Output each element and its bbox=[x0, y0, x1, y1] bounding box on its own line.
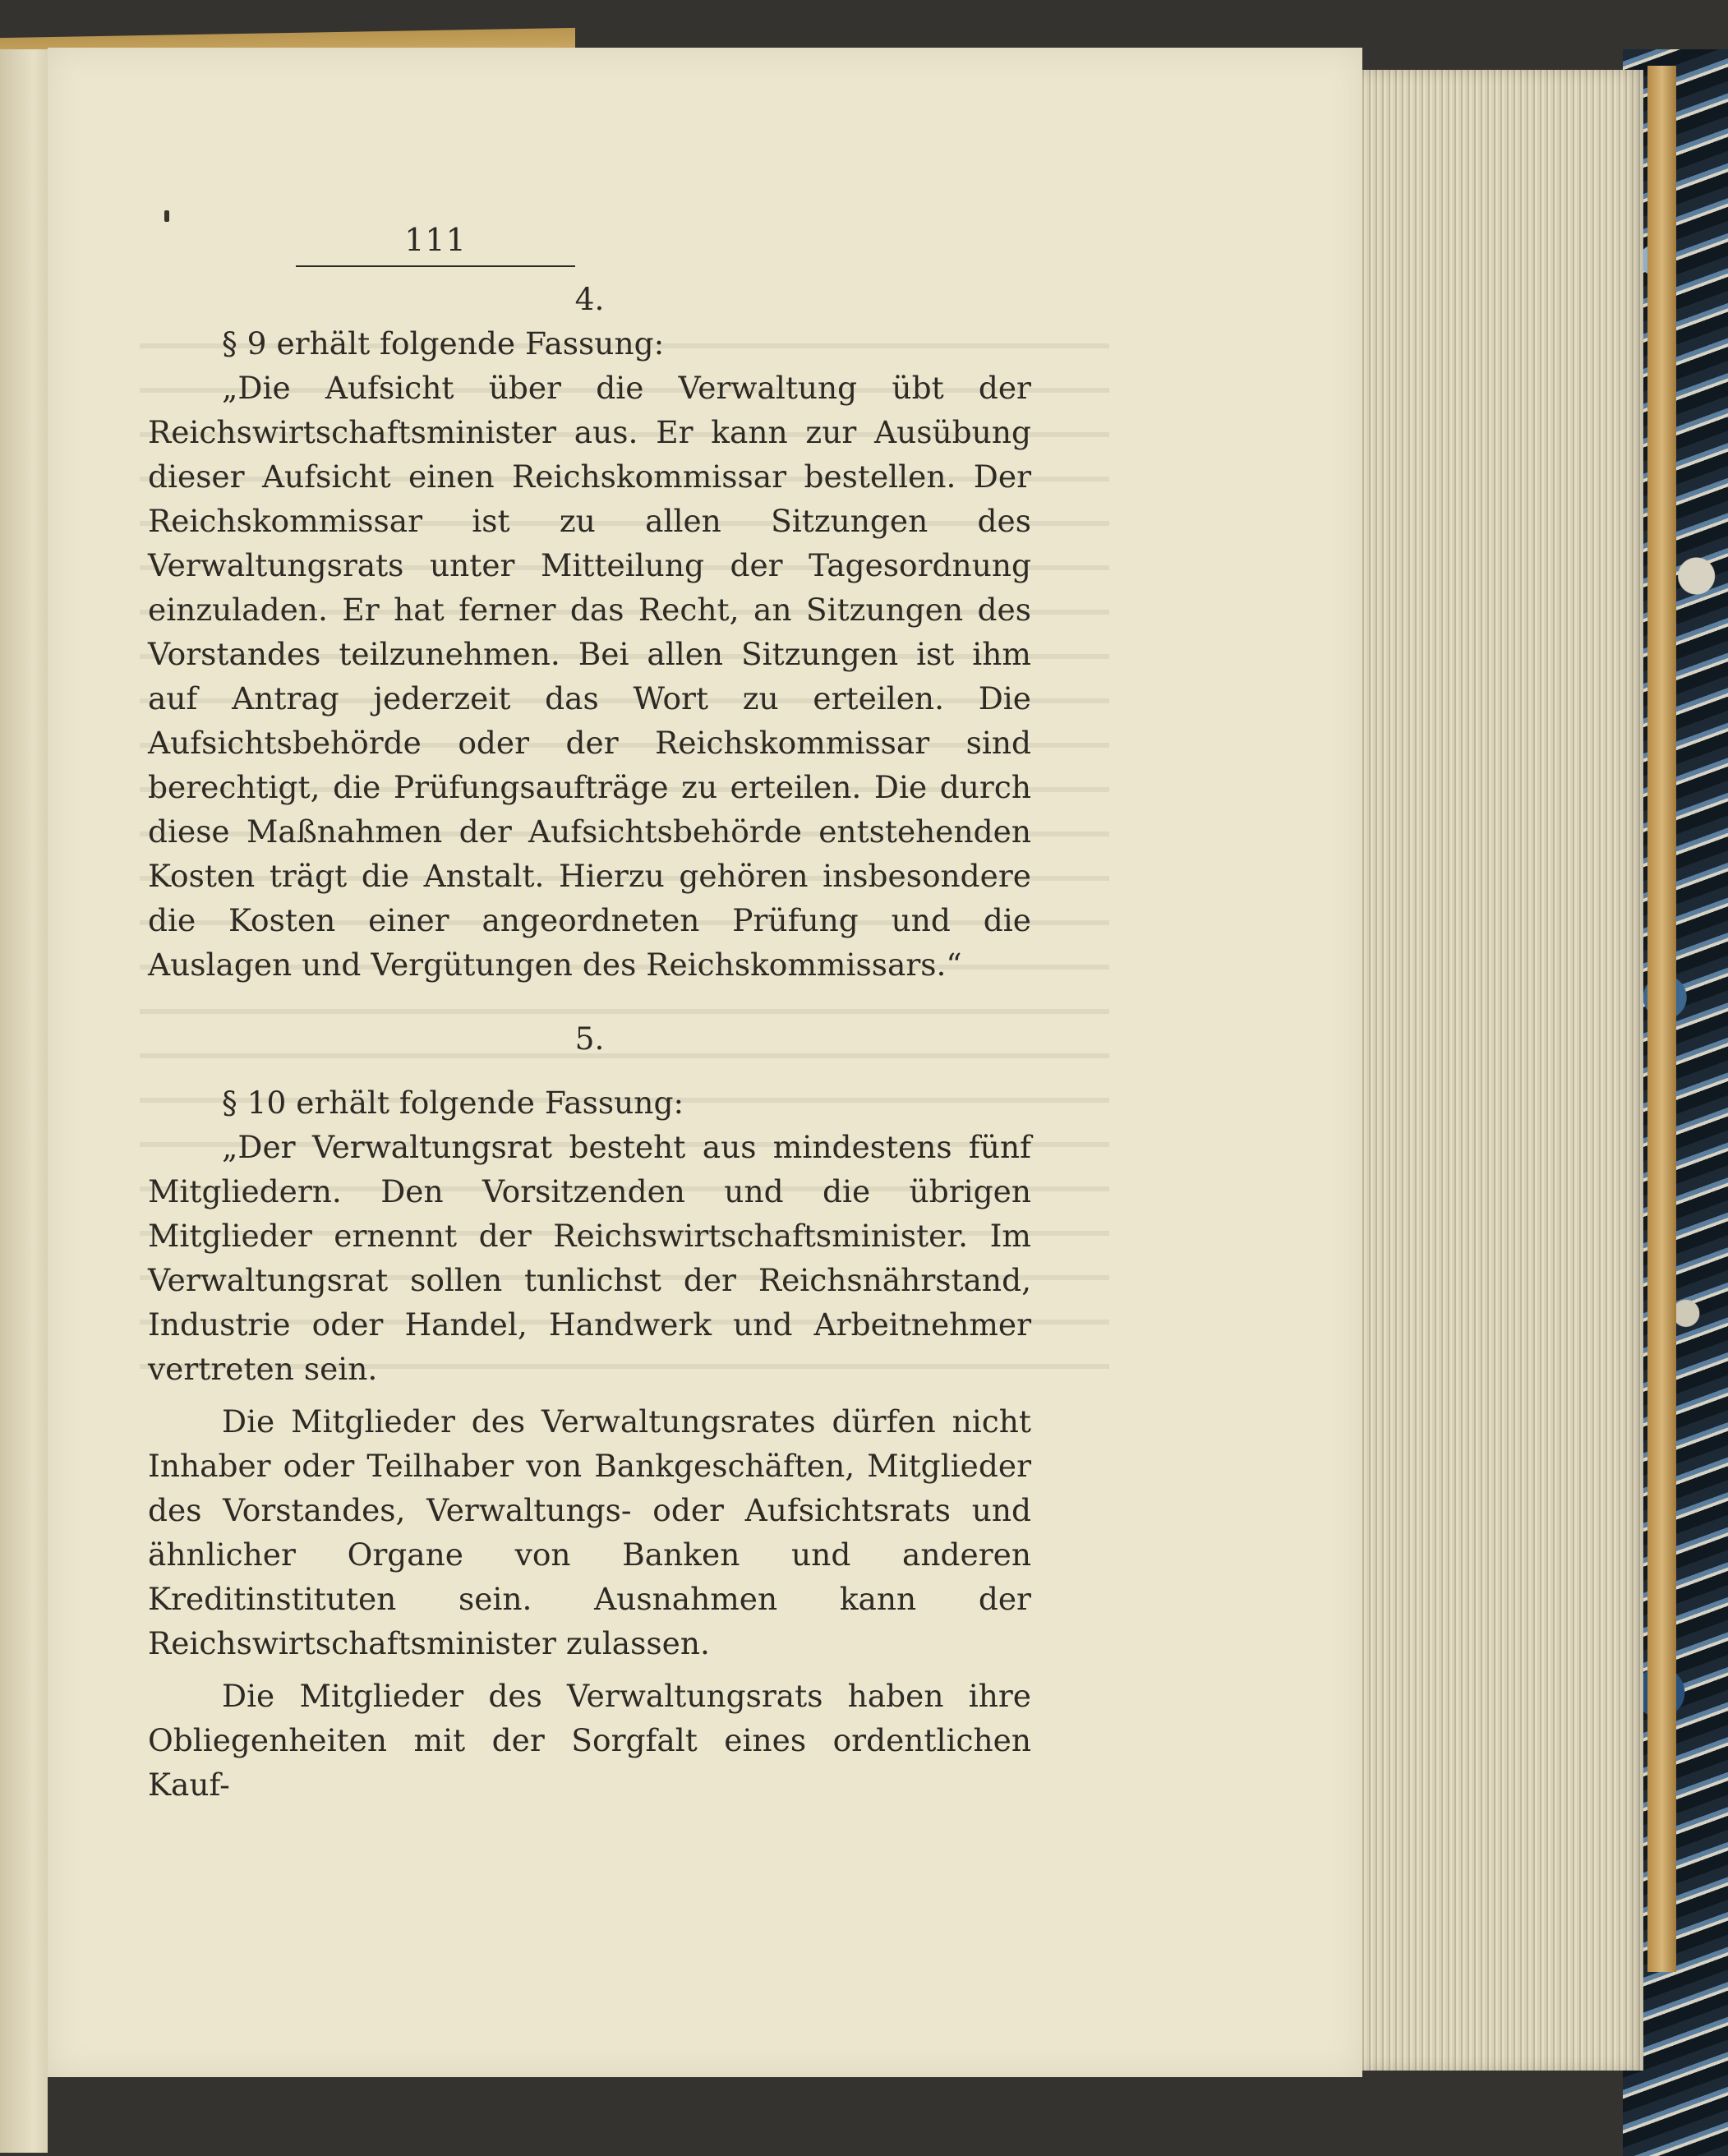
section-heading-4: § 9 erhält folgende Fassung: bbox=[222, 325, 665, 362]
left-page-edge bbox=[0, 49, 48, 2153]
section-text-4: „Die Aufsicht über die Verwaltung übt der Reichswirtschaftsminister aus. Er kann zur Ausübung dieser Aufsicht einen Reichskommissar bestellen. Der Reichskommissar ist zu allen Sitzungen des Verwaltungsrats unter Mitteilung der Tagesordnung einzuladen. Er hat ferner das Recht, an Sitzungen des Vorstandes teilzunehmen. Bei allen Sitzungen ist ihm auf Antrag jederzeit das Wort zu erteilen. Die Aufsichtsbehörde oder der Reichskommissar sind berechtigt, die Prüfungsaufträge zu erteilen. Die durch diese Maßnahmen der Aufsichtsbehörde entstehenden Kosten trägt die Anstalt. Hierzu gehören insbesondere die Kosten einer angeordneten Prüfung und die Auslagen und Vergütungen des Reichskommissars.“ bbox=[148, 370, 1031, 983]
section-text-5-para-3: Die Mitglieder des Verwaltungsrats haben ihre Obliegenheiten mit der Sorgfalt eines ordentlichen Kauf- bbox=[148, 1678, 1031, 1803]
section-number-4: 4. bbox=[574, 281, 605, 317]
page-number: 111 bbox=[296, 218, 575, 267]
section-text-5-para-2: Die Mitglieder des Verwaltungsrates dürfen nicht Inhaber oder Teilhaber von Bankgeschäften, Mitglieder des Vorstandes, Verwaltungs- oder Aufsichtsrats und ähnlicher Organe von Banken und anderen Kreditinstituten sein. Ausnahmen kann der Reichswirtschaftsminister zulassen. bbox=[148, 1403, 1031, 1661]
section-number-5: 5. bbox=[574, 1020, 605, 1057]
page-content bbox=[148, 218, 1031, 1807]
page-stack-edge bbox=[1360, 70, 1643, 2071]
leather-spine-edge bbox=[1647, 66, 1676, 1972]
section-text-5-para-1: „Der Verwaltungsrat besteht aus mindestens fünf Mitgliedern. Den Vorsitzenden und die übrigen Mitglieder ernennt der Reichswirtschaftsminister. Im Verwaltungsrat sollen tunlichst der Reichsnährstand, Industrie oder Handel, Handwerk und Arbeitnehmer vertreten sein. bbox=[148, 1129, 1031, 1387]
section-heading-5: § 10 erhält folgende Fassung: bbox=[222, 1085, 684, 1121]
